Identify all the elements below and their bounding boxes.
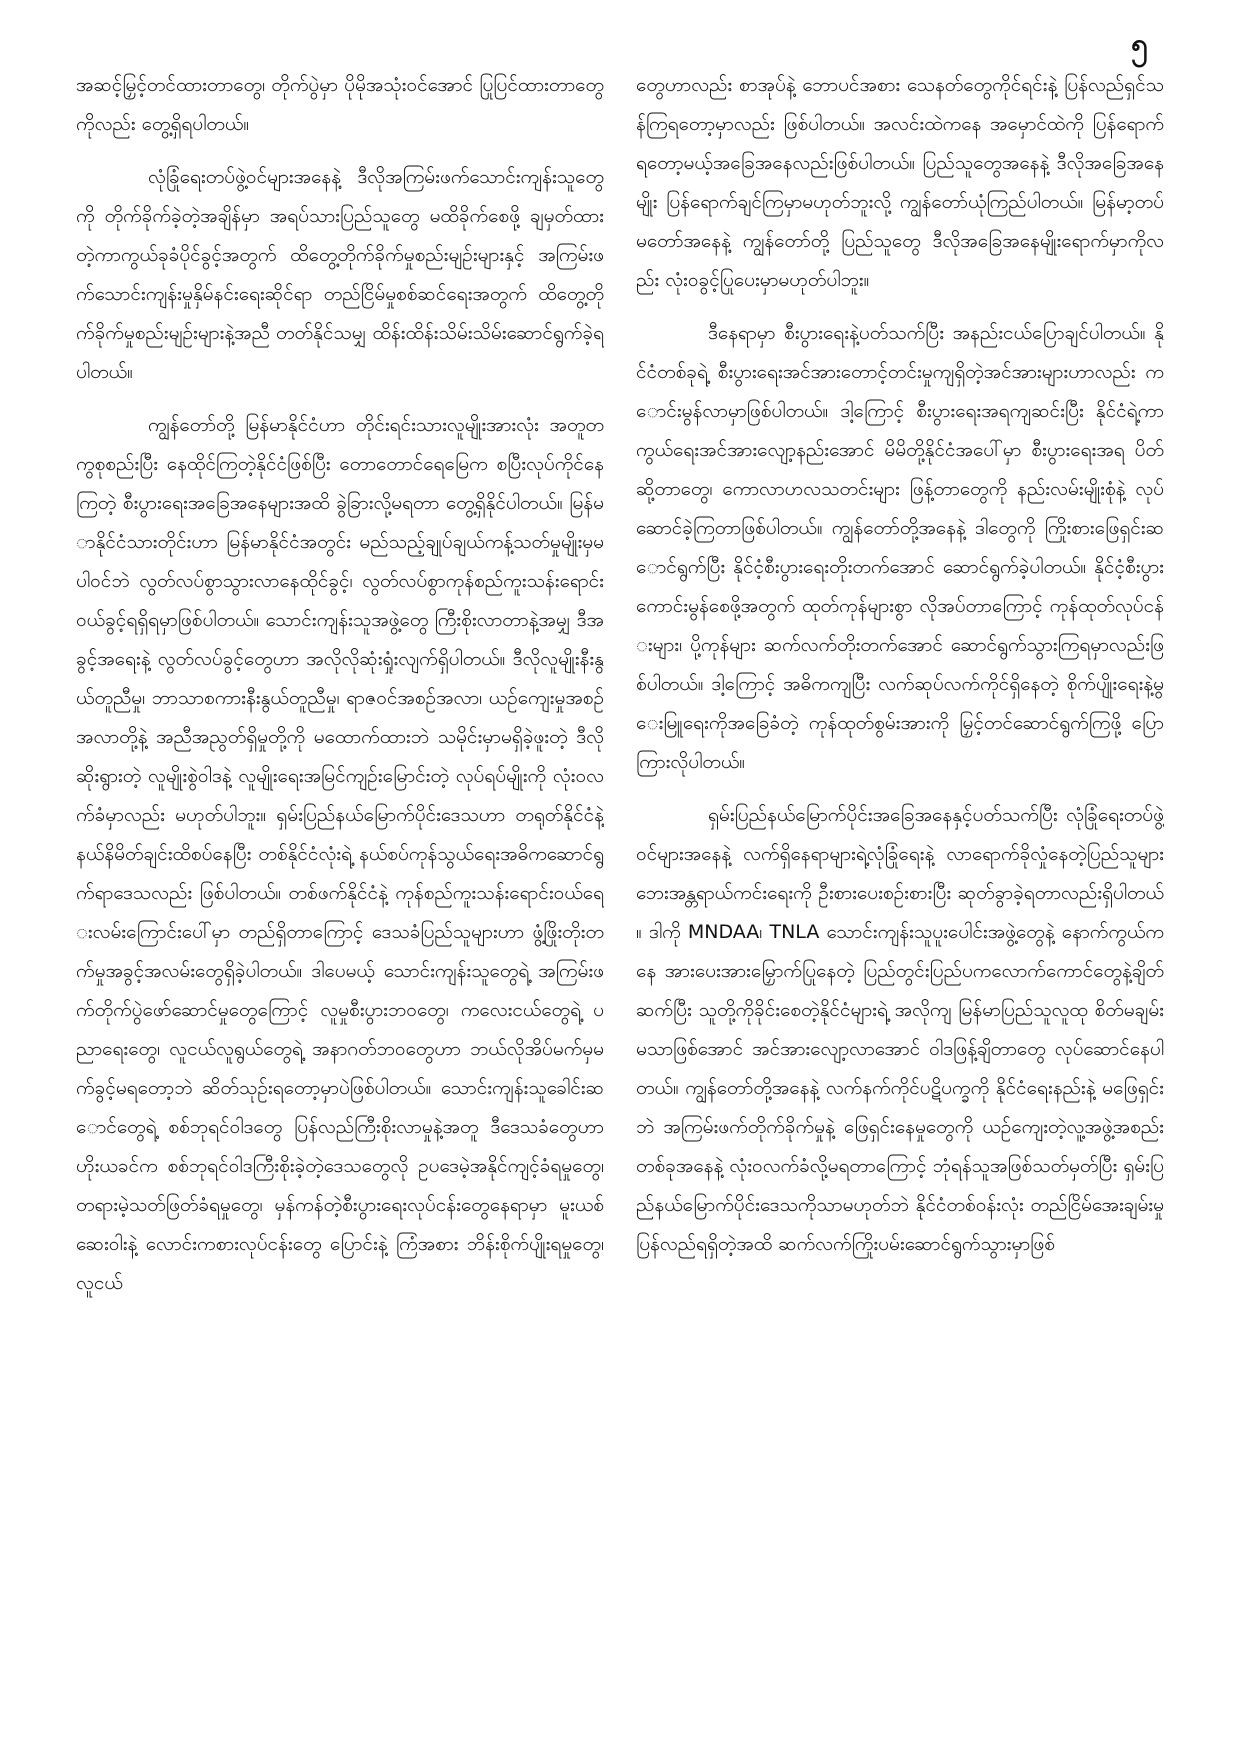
page-number: ၅ xyxy=(1131,27,1148,62)
paragraph: အဆင့်မြှင့်တင်ထားတာတွေ၊ တိုက်ပွဲမှာ ပိုမိုအသုံးဝင်အောင် ပြုပြင်ထားတာတွေကိုလည်း တွေ့ရှိရပါတယ်။ xyxy=(76,74,604,135)
paragraph: ဒီနေရာမှာ စီးပွားရေးနဲ့ပတ်သက်ပြီး အနည်းငယ်ပြောချင်ပါတယ်။ နိုင်ငံတစ်ခုရဲ့ စီးပွားရေးအင်အားတောင့်တင်းမှုကျရှိတဲ့အင်အားများဟာလည်း ကောင်းမွန်လာမှာဖြစ်ပါတယ်။ ဒါ့ကြောင့် စီးပွားရေးအရကျဆင်းပြီး နိုင်ငံရဲ့ကာကွယ်ရေးအင်အားလျော့နည်းအောင် မိမိတို့နိုင်ငံအပေါ်မှာ စီးပွားရေးအရ ပိတ်ဆို့တာတွေ၊ ကောလာဟလသတင်းများ ဖြန့်တာတွေကို နည်းလမ်းမျိုးစုံနဲ့ လုပ်ဆောင်ခဲ့ကြတာဖြစ်ပါတယ်။ ကျွန်တော်တို့အနေနဲ့ ဒါတွေကို ကြိုးစားဖြေရှင်းဆောင်ရွက်ပြီး နိုင်ငံ့စီးပွားရေးတိုးတက်အောင် ဆောင်ရွက်ခဲ့ပါတယ်။ နိုင်ငံ့စီးပွားကောင်းမွန်စေဖို့အတွက် ထုတ်ကုန်များစွာ လိုအပ်တာကြောင့် ကုန်ထုတ်လုပ်ငန်းများ၊ ပို့ကုန်များ ဆက်လက်တိုးတက်အောင် ဆောင်ရွက်သွားကြရမှာလည်းဖြစ်ပါတယ်။ ဒါ့ကြောင့် အဓိကကျပြီး လက်ဆုပ်လက်ကိုင်ရှိနေတဲ့ စိုက်ပျိုးရေးနဲ့မွေးမြူရေးကိုအခြေခံတဲ့ ကုန်ထုတ်စွမ်းအားကို မြှင့်တင်ဆောင်ရွက်ကြဖို့ ပြောကြားလိုပါတယ်။ xyxy=(636,322,1164,773)
left-column xyxy=(76,66,604,1716)
paragraph: လုံခြုံရေးတပ်ဖွဲ့ဝင်များအနေနဲ့ ဒီလိုအကြမ်းဖက်သောင်းကျန်းသူတွေကို တိုက်ခိုက်ခဲ့တဲ့အချိန်မှာ အရပ်သားပြည်သူတွေ မထိခိုက်စေဖို့ ချမှတ်ထားတဲ့ကာကွယ်ခုခံပိုင်ခွင့်အတွက် ထိတွေ့တိုက်ခိုက်မှုစည်းမျဉ်းများနှင့် အကြမ်းဖက်သောင်းကျန်းမှုနှိမ်နင်းရေးဆိုင်ရာ တည်ငြိမ်မှုစစ်ဆင်ရေးအတွက် ထိတွေ့တိုက်ခိုက်မှုစည်းမျဉ်းများနဲ့အညီ တတ်နိုင်သမျှ ထိန်းထိန်းသိမ်းသိမ်းဆောင်ရွက်ခဲ့ရပါတယ်။ xyxy=(76,166,604,383)
paragraph: ကျွန်တော်တို့ မြန်မာနိုင်ငံဟာ တိုင်းရင်းသားလူမျိုးအားလုံး အတူတကွစုစည်းပြီး နေထိုင်ကြတဲ့နိုင်ငံဖြစ်ပြီး တောတောင်ရေမြေက စပြီးလုပ်ကိုင်နေကြတဲ့ စီးပွားရေးအခြေအနေများအထိ ခွဲခြားလို့မရတာ တွေ့ရှိနိုင်ပါတယ်။ မြန်မာနိုင်ငံသားတိုင်းဟာ မြန်မာနိုင်ငံအတွင်း မည်သည့်ချုပ်ချယ်ကန့်သတ်မှုမျိုးမှမပါဝင်ဘဲ လွတ်လပ်စွာသွားလာနေထိုင်ခွင့်၊ လွတ်လပ်စွာကုန်စည်ကူးသန်းရောင်းဝယ်ခွင့်ရရှိရမှာဖြစ်ပါတယ်။ သောင်းကျန်းသူအဖွဲ့တွေ ကြီးစိုးလာတာနဲ့အမျှ ဒီအခွင့်အရေးနဲ့ လွတ်လပ်ခွင့်တွေဟာ အလိုလိုဆုံးရှုံးလျက်ရှိပါတယ်။ ဒီလိုလူမျိုးနီးနွယ်တူညီမှု၊ ဘာသာစကားနီးနွယ်တူညီမှု၊ ရာဇဝင်အစဉ်အလာ၊ ယဉ်ကျေးမှုအစဉ်အလာတို့နဲ့ အညီအညွတ်ရှိမှုတို့ကို မထောက်ထားဘဲ သမိုင်းမှာမရှိခဲ့ဖူးတဲ့ ဒီလိုဆိုးရွားတဲ့ လူမျိုးစွဲဝါဒနဲ့ လူမျိုးရေးအမြင်ကျဉ်းမြောင်းတဲ့ လုပ်ရပ်မျိုးကို လုံးဝလက်ခံမှာလည်း မဟုတ်ပါဘူး။ ရှမ်းပြည်နယ်မြောက်ပိုင်းဒေသဟာ တရုတ်နိုင်ငံနဲ့ နယ်နိမိတ်ချင်းထိစပ်နေပြီး တစ်နိုင်ငံလုံးရဲ့ နယ်စပ်ကုန်သွယ်ရေးအဓိကဆောင်ရွက်ရာဒေသလည်း ဖြစ်ပါတယ်။ တစ်ဖက်နိုင်ငံနဲ့ ကုန်စည်ကူးသန်းရောင်းဝယ်ရေးလမ်းကြောင်းပေါ်မှာ တည်ရှိတာကြောင့် ဒေသခံပြည်သူများဟာ ဖွံ့ဖြိုးတိုးတက်မှုအခွင့်အလမ်းတွေရှိခဲ့ပါတယ်။ ဒါပေမယ့် သောင်းကျန်းသူတွေရဲ့ အကြမ်းဖက်တိုက်ပွဲဖော်ဆောင်မှုတွေကြောင့် လူမှုစီးပွားဘဝတွေ၊ ကလေးငယ်တွေရဲ့ ပညာရေးတွေ၊ လူငယ်လူရွယ်တွေရဲ့ အနာဂတ်ဘဝတွေဟာ ဘယ်လိုအိပ်မက်မှမက်ခွင့်မရတော့ဘဲ ဆိတ်သုဉ်းရတော့မှာပဲဖြစ်ပါတယ်။ သောင်းကျန်းသူခေါင်းဆောင်တွေရဲ့ စစ်ဘုရင်ဝါဒတွေ ပြန်လည်ကြီးစိုးလာမှုနဲ့အတူ ဒီဒေသခံတွေဟာ ဟိုးယခင်က စစ်ဘုရင်ဝါဒကြီးစိုးခဲ့တဲ့ဒေသတွေလို ဥပဒေမဲ့အနိုင်ကျင့်ခံရမှုတွေ၊ တရားမဲ့သတ်ဖြတ်ခံရမှုတွေ၊ မှန်ကန်တဲ့စီးပွားရေးလုပ်ငန်းတွေနေရာမှာ မူးယစ်ဆေးဝါးနဲ့ လောင်းကစားလုပ်ငန်းတွေ ပြောင်းနဲ့ ကြံအစား ဘိန်းစိုက်ပျိုးရမှုတွေ၊ လူငယ် xyxy=(76,414,604,1294)
right-column xyxy=(636,66,1164,1716)
paragraph: ရှမ်းပြည်နယ်မြောက်ပိုင်းအခြေအနေနှင့်ပတ်သက်ပြီး လုံခြုံရေးတပ်ဖွဲ့ဝင်များအနေနဲ့ လက်ရှိနေရာများရဲ့လုံခြုံရေးနဲ့ လာရောက်ခိုလှုံနေတဲ့ပြည်သူများ ဘေးအန္တရာယ်ကင်းရေးကို ဦးစားပေးစဉ်းစားပြီး ဆုတ်ခွာခဲ့ရတာလည်းရှိပါတယ်။ ဒါကို MNDAA၊ TNLA သောင်းကျန်းသူပူးပေါင်းအဖွဲ့တွေနဲ့ နောက်ကွယ်ကနေ အားပေးအားမြှောက်ပြုနေတဲ့ ပြည်တွင်းပြည်ပကလောက်ကောင်တွေနဲ့ချိတ်ဆက်ပြီး သူတို့ကိုခိုင်းစေတဲ့နိုင်ငံများရဲ့ အလိုကျ မြန်မာပြည်သူလူထု စိတ်မချမ်းမသာဖြစ်အောင် အင်အားလျော့လာအောင် ဝါဒဖြန့်ချိတာတွေ လုပ်ဆောင်နေပါတယ်။ ကျွန်တော်တို့အနေနဲ့ လက်နက်ကိုင်ပဋိပက္ခကို နိုင်ငံရေးနည်းနဲ့ မဖြေရှင်းဘဲ အကြမ်းဖက်တိုက်ခိုက်မှုနဲ့ ဖြေရှင်းနေမှုတွေကို ယဉ်ကျေးတဲ့လူ့အဖွဲ့အစည်းတစ်ခုအနေနဲ့ လုံးဝလက်ခံလို့မရတာကြောင့် ဘုံရန်သူအဖြစ်သတ်မှတ်ပြီး ရှမ်းပြည်နယ်မြောက်ပိုင်းဒေသကိုသာမဟုတ်ဘဲ နိုင်ငံတစ်ဝန်းလုံး တည်ငြိမ်အေးချမ်းမှု ပြန်လည်ရရှိတဲ့အထိ ဆက်လက်ကြိုးပမ်းဆောင်ရွက်သွားမှာဖြစ် xyxy=(636,804,1164,1255)
text-columns xyxy=(76,66,1164,1716)
paragraph: တွေဟာလည်း စာအုပ်နဲ့ ဘောပင်အစား သေနတ်တွေကိုင်ရင်းနဲ့ ပြန်လည်ရှင်သန်ကြရတော့မှာလည်း ဖြစ်ပါတယ်။ အလင်းထဲကနေ အမှောင်ထဲကို ပြန်ရောက်ရတော့မယ့်အခြေအနေလည်းဖြစ်ပါတယ်။ ပြည်သူတွေအနေနဲ့ ဒီလိုအခြေအနေမျိုး ပြန်ရောက်ချင်ကြမှာမဟုတ်ဘူးလို့ ကျွန်တော်ယုံကြည်ပါတယ်။ မြန်မာ့တပ်မတော်အနေနဲ့ ကျွန်တော်တို့ ပြည်သူတွေ ဒီလိုအခြေအနေမျိုးရောက်မှာကိုလည်း လုံးဝခွင့်ပြုပေးမှာမဟုတ်ပါဘူး။ xyxy=(636,74,1164,291)
